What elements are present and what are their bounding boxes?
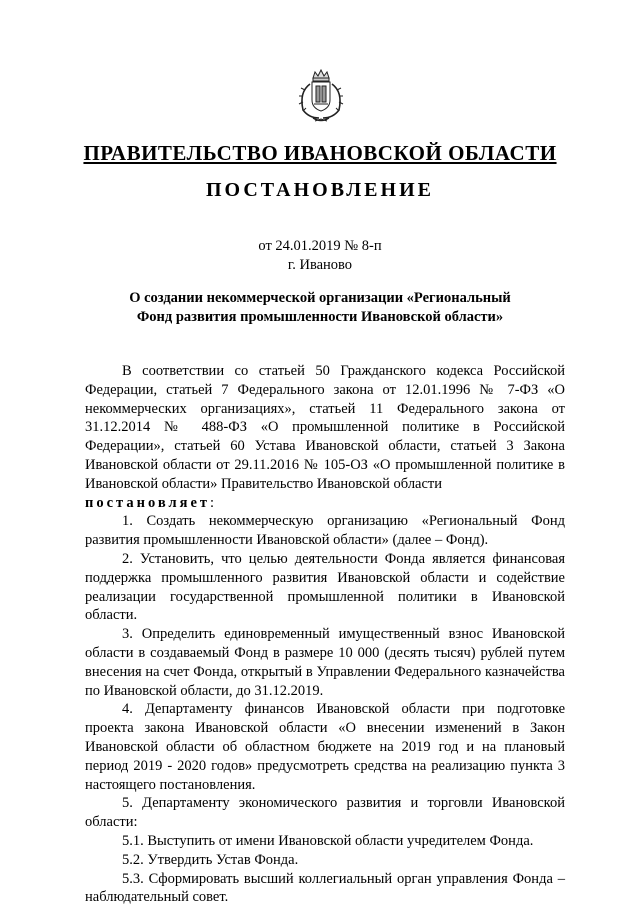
- preamble: [85, 362, 565, 494]
- resolves-colon: :: [210, 494, 215, 511]
- coat-of-arms-icon: [291, 66, 351, 126]
- item-5-3: 5.3. Сформировать высший коллегиальный орган управления Фонда – наблюдательный совет.: [85, 870, 565, 906]
- document-subject: [80, 289, 560, 327]
- item-2: 2. Установить, что целью деятельности Фонда является финансовая поддержка промышленного развития Ивановской области и содействие реализации государственной промышленной политики в Ивановской области.: [85, 550, 565, 624]
- preamble-text: В соответствии со статьей 50 Гражданского кодекса Российской Федерации, статьей 7 Федерального закона от 12.01.1996 № 7-ФЗ «О некоммерческих организациях», статьей 11 Федерального закона от 31.12.2014 № 488-ФЗ «О промышленной политике в Российской Федерации», статьей 60 Устава Ивановской области, статьей 3 Закона Ивановской области от 29.11.2016 № 105-ОЗ «О промышленной политике в Ивановской области» Правительство Ивановской области: [85, 363, 565, 492]
- resolves-word: постановляет: [85, 494, 211, 511]
- resolves-line: [85, 494, 565, 513]
- item-5-2: 5.2. Утвердить Устав Фонда.: [122, 851, 299, 868]
- city: г. Иваново: [287, 257, 353, 273]
- item-4: 4. Департаменту финансов Ивановской области при подготовке проекта закона Ивановской области «О внесении изменений в Закон Ивановской области об областном бюджете на 2019 год и на плановый период 2019 - 2020 годов» предусмотреть средства на реализацию пункта 3 настоящего постановления.: [85, 701, 565, 793]
- item-5: 5. Департаменту экономического развития и торговли Ивановской области:: [85, 795, 565, 831]
- document-type: ПОСТАНОВЛЕНИЕ: [206, 179, 434, 201]
- government-title: ПРАВИТЕЛЬСТВО ИВАНОВСКОЙ ОБЛАСТИ: [83, 141, 557, 165]
- subject-line-2: Фонд развития промышленности Ивановской области»: [136, 309, 504, 325]
- subject-line-1: О создании некоммерческой организации «Региональный: [129, 290, 511, 306]
- document-body: [85, 362, 565, 907]
- item-1: 1. Создать некоммерческую организацию «Региональный Фонд развития промышленности Ивановской области» (далее – Фонд).: [85, 513, 565, 549]
- date-number: от 24.01.2019 № 8-п: [258, 238, 382, 254]
- item-5-1: 5.1. Выступить от имени Ивановской области учредителем Фонда.: [122, 832, 534, 849]
- item-3: 3. Определить единовременный имущественный взнос Ивановской области в создаваемый Фонд в размере 10 000 (десять тысяч) рублей путем внесения на счет Фонда, открытый в Управлении Федерального казначейства по Ивановской области, до 31.12.2019.: [85, 626, 565, 699]
